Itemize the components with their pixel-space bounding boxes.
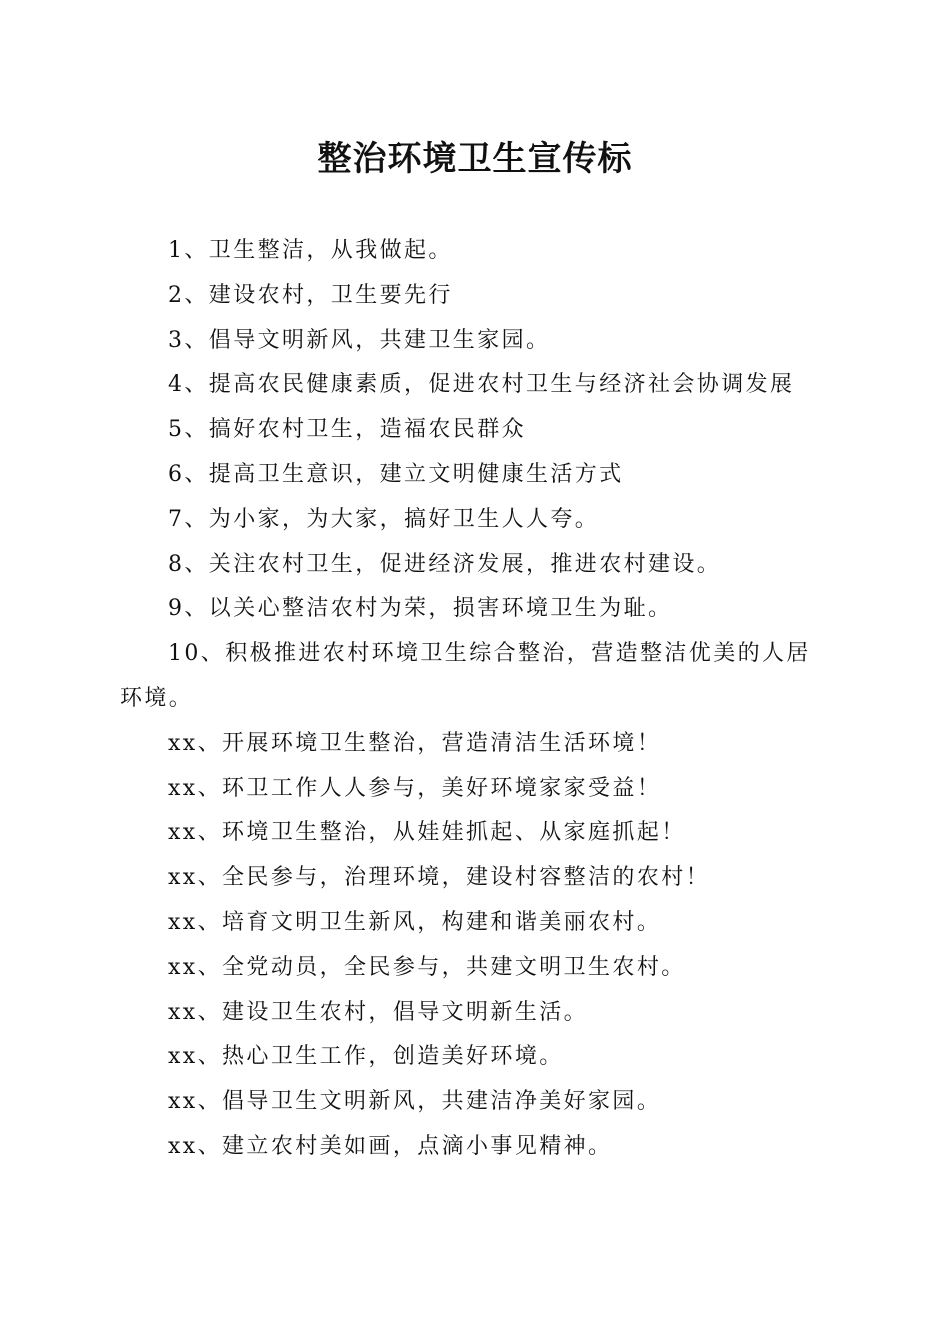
slogan-item: xx、热心卫生工作，创造美好环境。	[168, 1044, 564, 1070]
slogan-item: xx、开展环境卫生整治，营造清洁生活环境！	[168, 730, 662, 756]
slogan-item: 8、关注农村卫生，促进经济发展，推进农村建设。	[168, 551, 722, 577]
slogan-item: xx、建立农村美如画，点滴小事见精神。	[168, 1133, 613, 1159]
document-title: 整治环境卫生宣传标	[317, 139, 633, 179]
slogan-item: 2、建设农村，卫生要先行	[168, 282, 453, 308]
slogan-item: xx、环境卫生整治，从娃娃抓起、从家庭抓起！	[168, 820, 686, 846]
slogan-item: xx、全民参与，治理环境，建设村容整洁的农村！	[168, 865, 711, 891]
slogan-item: 3、倡导文明新风，共建卫生家园。	[168, 327, 551, 353]
slogan-list	[120, 229, 832, 1170]
slogan-item: 10、积极推进农村环境卫生综合整治，营造整洁优美的人居环境。	[120, 641, 811, 711]
slogan-item: xx、全党动员，全民参与，共建文明卫生农村。	[168, 954, 686, 980]
slogan-item: xx、建设卫生农村，倡导文明新生活。	[168, 999, 589, 1025]
slogan-item: 7、为小家，为大家，搞好卫生人人夸。	[168, 506, 600, 532]
slogan-item: 6、提高卫生意识，建立文明健康生活方式	[168, 461, 624, 487]
slogan-item: 4、提高农民健康素质，促进农村卫生与经济社会协调发展	[168, 372, 795, 398]
slogan-item: 1、卫生整洁，从我做起。	[168, 238, 453, 263]
slogan-item: xx、倡导卫生文明新风，共建洁净美好家园。	[168, 1089, 662, 1115]
slogan-item: 9、以关心整洁农村为荣，损害环境卫生为耻。	[168, 596, 673, 622]
slogan-item: 5、搞好农村卫生，造福农民群众	[168, 417, 526, 443]
slogan-item: xx、环卫工作人人参与，美好环境家家受益！	[168, 775, 662, 801]
slogan-item: xx、培育文明卫生新风，构建和谐美丽农村。	[168, 909, 662, 935]
